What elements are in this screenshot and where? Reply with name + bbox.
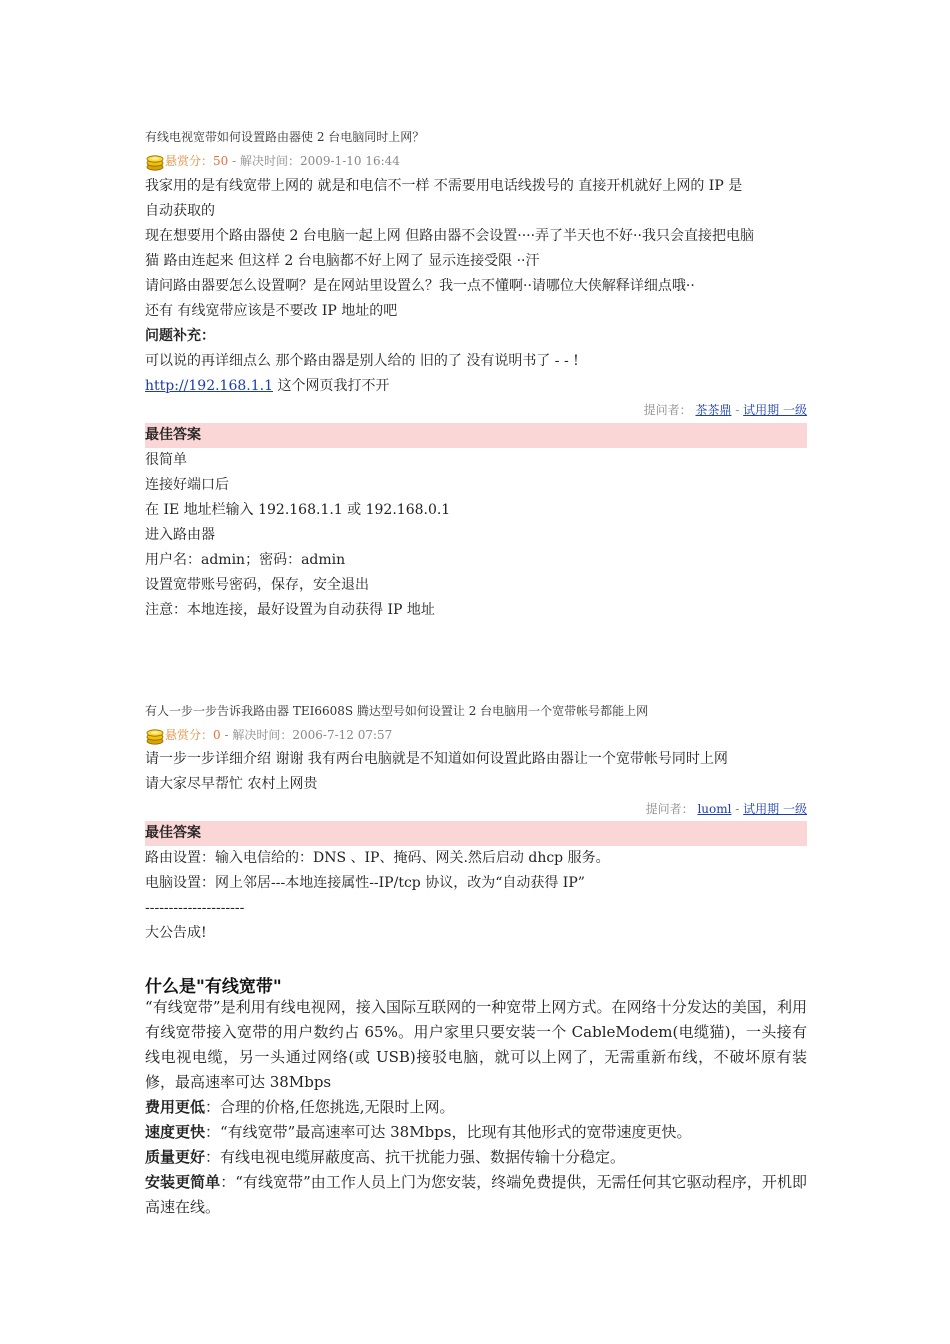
point-text: ：合理的价格,任您挑选,无限时上网。: [205, 1098, 455, 1116]
answer-line: 大公告成!: [145, 925, 207, 941]
point-text: ：有线电视电缆屏蔽度高、抗干扰能力强、数据传输十分稳定。: [205, 1148, 626, 1166]
question-title: 有线电视宽带如何设置路由器使 2 台电脑同时上网？: [145, 130, 425, 144]
asker-level-link[interactable]: 试用期 一级: [743, 802, 807, 816]
article-intro: “有线宽带”是利用有线电视网，接入国际互联网的一种宽带上网方式。在网络十分发达的美国，利用有线宽带接入宽带的用户数约占 65%。用户家里只要安装一个 CableModem(电缆猫)，一头接有线电视电缆，另一头通过网络(或 USB)接驳电脑，就可以上网了，无需重新布线，不破坏原有装修，最高速率可达 38Mbps: [145, 998, 807, 1091]
asker-label: 提问者：: [643, 403, 692, 417]
point-text: ：“有线宽带”由工作人员上门为您安装，终端免费提供，无需任何其它驱动程序，开机即高速在线。: [145, 1173, 807, 1216]
asker-name-link[interactable]: 茶茶鼎: [695, 403, 732, 417]
answer-line: 用户名：admin；密码：admin: [145, 552, 346, 568]
solved-time: 解决时间：2006-7-12 07:57: [232, 728, 393, 742]
body-line: 请问路由器要怎么设置啊？是在网站里设置么？我一点不懂啊··请哪位大侠解释详细点哦··: [145, 278, 695, 294]
router-link[interactable]: http://192.168.1.1: [145, 378, 273, 394]
body-line: 还有 有线宽带应该是不要改 IP 地址的吧: [145, 303, 398, 319]
answer-line: 路由设置：输入电信给的：DNS 、IP、掩码、网关.然后启动 dhcp 服务。: [145, 850, 610, 866]
question-body: [145, 747, 807, 797]
answer-line: 在 IE 地址栏输入 192.168.1.1 或 192.168.0.1: [145, 502, 451, 518]
coin-stack-icon: [145, 726, 165, 746]
question-title: 有人一步一步告诉我路由器 TEI6608S 腾达型号如何设置让 2 台电脑用一个宽带帐号都能上网: [145, 704, 649, 718]
article-point: [145, 1095, 807, 1120]
best-answer-bar: 最佳答案: [145, 423, 807, 448]
answer-body: [145, 846, 807, 946]
supplement-label: 问题补充：: [145, 328, 215, 344]
point-label: 费用更低: [145, 1098, 206, 1116]
asker-level-link[interactable]: 试用期 一级: [743, 403, 807, 417]
meta-separator: -: [220, 728, 233, 742]
reward-value: 0: [213, 728, 221, 742]
answer-line: ---------------------: [145, 900, 245, 916]
asker-label: 提问者：: [645, 802, 694, 816]
reward-value: 50: [213, 154, 229, 168]
question-meta: [145, 724, 392, 746]
body-line: 自动获取的: [145, 203, 215, 219]
question-body: [145, 174, 807, 399]
solved-time: 解决时间：2009-1-10 16:44: [239, 154, 400, 168]
asker-name-link[interactable]: luoml: [697, 802, 732, 816]
point-label: 安装更简单: [145, 1173, 221, 1191]
body-line: 现在想要用个路由器使 2 台电脑一起上网 但路由器不会设置····弄了半天也不好··我只会直接把电脑: [145, 228, 754, 244]
asker-info: [644, 400, 807, 420]
article-title: 什么是"有线宽带": [145, 977, 282, 997]
answer-line: 设置宽带账号密码，保存，安全退出: [145, 577, 369, 593]
reward-label: 悬赏分：: [165, 154, 214, 168]
article-body: [145, 995, 807, 1220]
supplement-line: 可以说的再详细点么 那个路由器是别人给的 旧的了 没有说明书了 - - !: [145, 353, 579, 369]
meta-separator: -: [228, 154, 240, 168]
answer-line: 注意：本地连接，最好设置为自动获得 IP 地址: [145, 602, 435, 618]
best-answer-bar: 最佳答案: [145, 821, 807, 846]
asker-info: [646, 799, 807, 819]
asker-dash: -: [731, 802, 744, 816]
body-line: 我家用的是有线宽带上网的 就是和电信不一样 不需要用电话线拨号的 直接开机就好上网的 IP 是: [145, 178, 743, 194]
coin-stack-icon: [145, 152, 165, 172]
article-point: [145, 1170, 807, 1220]
point-text: ：“有线宽带”最高速率可达 38Mbps，比现有其他形式的宽带速度更快。: [205, 1123, 692, 1141]
answer-line: 电脑设置：网上邻居---本地连接属性--IP/tcp 协议，改为“自动获得 IP”: [145, 875, 585, 891]
point-label: 速度更快: [145, 1123, 206, 1141]
reward-label: 悬赏分：: [165, 728, 214, 742]
asker-dash: -: [731, 403, 744, 417]
body-line: 请大家尽早帮忙 农村上网贵: [145, 776, 318, 792]
article-point: [145, 1120, 807, 1145]
answer-body: [145, 448, 807, 623]
question-meta: [145, 150, 400, 172]
answer-line: 很简单: [145, 452, 187, 468]
answer-line: 连接好端口后: [145, 477, 229, 493]
point-label: 质量更好: [145, 1148, 206, 1166]
supplement-link-line: [145, 374, 807, 399]
article-point: [145, 1145, 807, 1170]
answer-line: 进入路由器: [145, 527, 215, 543]
body-line: 请一步一步详细介绍 谢谢 我有两台电脑就是不知道如何设置此路由器让一个宽带帐号同时上网: [145, 751, 728, 767]
link-suffix: 这个网页我打不开: [273, 378, 390, 394]
body-line: 猫 路由连起来 但这样 2 台电脑都不好上网了 显示连接受限 ··汗: [145, 253, 540, 269]
